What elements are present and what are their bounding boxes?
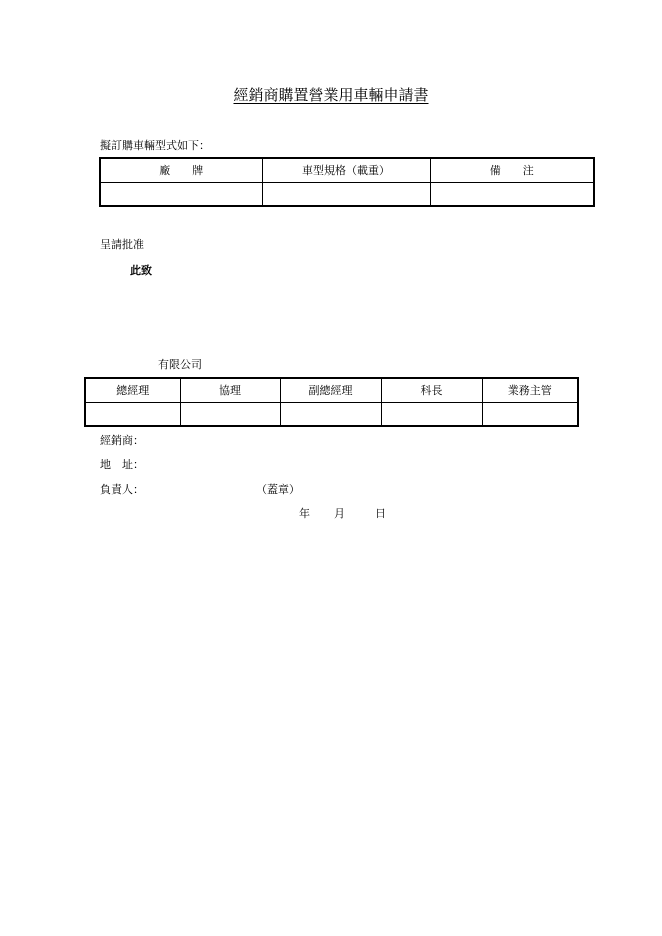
intro-text: 擬訂購車輛型式如下： [100, 139, 210, 152]
date-year: 年 [299, 507, 310, 520]
seal-label: （蓋章） [256, 483, 300, 496]
header-general-manager: 總經理 [85, 378, 180, 402]
date-day: 日 [375, 507, 386, 520]
vehicle-table-header-row [100, 158, 594, 182]
approval-table [84, 377, 579, 427]
address-label: 地 址： [100, 458, 144, 471]
vehicle-table [99, 157, 595, 207]
salutation: 此致 [130, 264, 152, 277]
cell-general-manager[interactable] [85, 402, 180, 426]
header-section-chief: 科長 [381, 378, 482, 402]
header-brand: 廠 牌 [100, 158, 262, 182]
header-assistant-manager: 協理 [180, 378, 280, 402]
page-title: 經銷商購置營業用車輛申請書 [233, 86, 429, 104]
responsible-person-label: 負責人： [100, 483, 144, 496]
cell-model-spec[interactable] [262, 182, 430, 206]
approval-table-row [85, 402, 578, 426]
header-deputy-general-manager: 副總經理 [280, 378, 381, 402]
cell-remarks[interactable] [430, 182, 594, 206]
vehicle-table-row [100, 182, 594, 206]
cell-section-chief[interactable] [381, 402, 482, 426]
cell-brand[interactable] [100, 182, 262, 206]
header-sales-supervisor: 業務主管 [482, 378, 578, 402]
cell-assistant-manager[interactable] [180, 402, 280, 426]
approval-table-header-row [85, 378, 578, 402]
header-model-spec: 車型規格（載重） [262, 158, 430, 182]
header-remarks: 備 注 [430, 158, 594, 182]
cell-deputy-general-manager[interactable] [280, 402, 381, 426]
dealer-label: 經銷商： [100, 434, 144, 447]
cell-sales-supervisor[interactable] [482, 402, 578, 426]
company-label: 有限公司 [158, 358, 202, 371]
date-month: 月 [334, 507, 345, 520]
request-text: 呈請批准 [100, 238, 144, 251]
